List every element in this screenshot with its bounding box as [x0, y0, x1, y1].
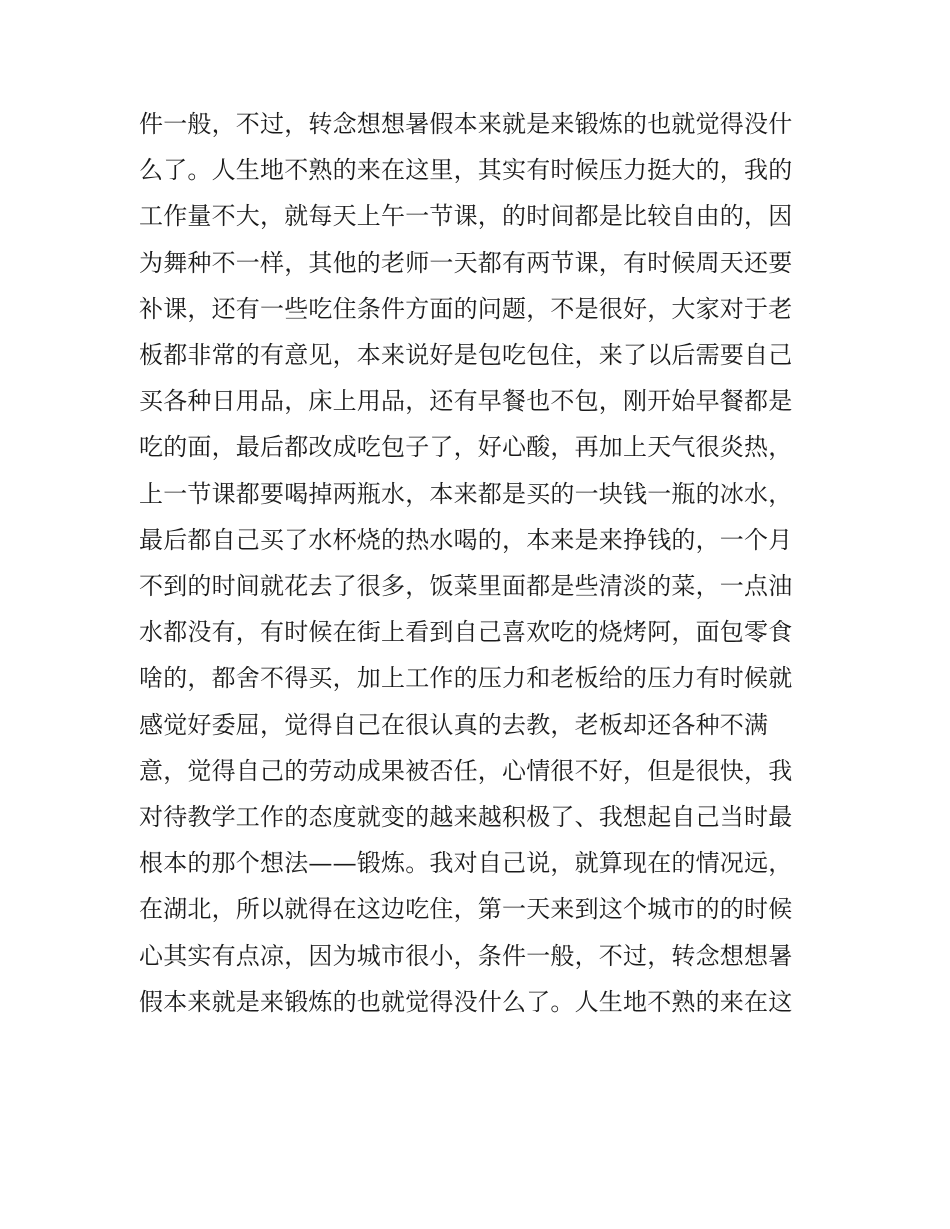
text-line: 不到的时间就花去了很多，饭菜里面都是些清淡的菜，一点油: [139, 572, 793, 601]
document-body: [139, 101, 839, 1025]
text-line: 工作量不大，就每天上午一节课，的时间都是比较自由的，因: [139, 202, 793, 231]
text-line: 在湖北，所以就得在这边吃住，第一天来到这个城市的的时候: [139, 895, 793, 924]
text-line: 意，觉得自己的劳动成果被否任，心情很不好，但是很快，我: [139, 756, 793, 785]
text-line: 啥的，都舍不得买，加上工作的压力和老板给的压力有时候就: [139, 664, 793, 693]
text-line: 根本的那个想法——锻炼。我对自己说，就算现在的情况远，: [139, 849, 793, 878]
text-line: 板都非常的有意见，本来说好是包吃包住，来了以后需要自己: [139, 341, 793, 370]
text-line: 为舞种不一样，其他的老师一天都有两节课，有时候周天还要: [139, 248, 793, 277]
text-line: 补课，还有一些吃住条件方面的问题，不是很好，大家对于老: [139, 294, 793, 323]
text-line: 对待教学工作的态度就变的越来越积极了、我想起自己当时最: [139, 803, 793, 832]
text-line: 假本来就是来锻炼的也就觉得没什么了。人生地不熟的来在这: [139, 987, 793, 1016]
text-line: 最后都自己买了水杯烧的热水喝的，本来是来挣钱的，一个月: [139, 525, 793, 554]
text-line: 感觉好委屈，觉得自己在很认真的去教，老板却还各种不满: [139, 710, 769, 739]
text-line: 心其实有点凉，因为城市很小，条件一般，不过，转念想想暑: [139, 941, 793, 970]
text-line: 水都没有，有时候在街上看到自己喜欢吃的烧烤阿，面包零食: [139, 618, 793, 647]
text-line: 件一般，不过，转念想想暑假本来就是来锻炼的也就觉得没什: [139, 110, 793, 138]
text-line: 吃的面，最后都改成吃包子了，好心酸，再加上天气很炎热，: [139, 433, 793, 462]
text-line: 上一节课都要喝掉两瓶水，本来都是买的一块钱一瓶的冰水，: [139, 479, 793, 508]
text-line: 买各种日用品，床上用品，还有早餐也不包，刚开始早餐都是: [139, 387, 793, 416]
text-line: 么了。人生地不熟的来在这里，其实有时候压力挺大的，我的: [139, 156, 793, 185]
